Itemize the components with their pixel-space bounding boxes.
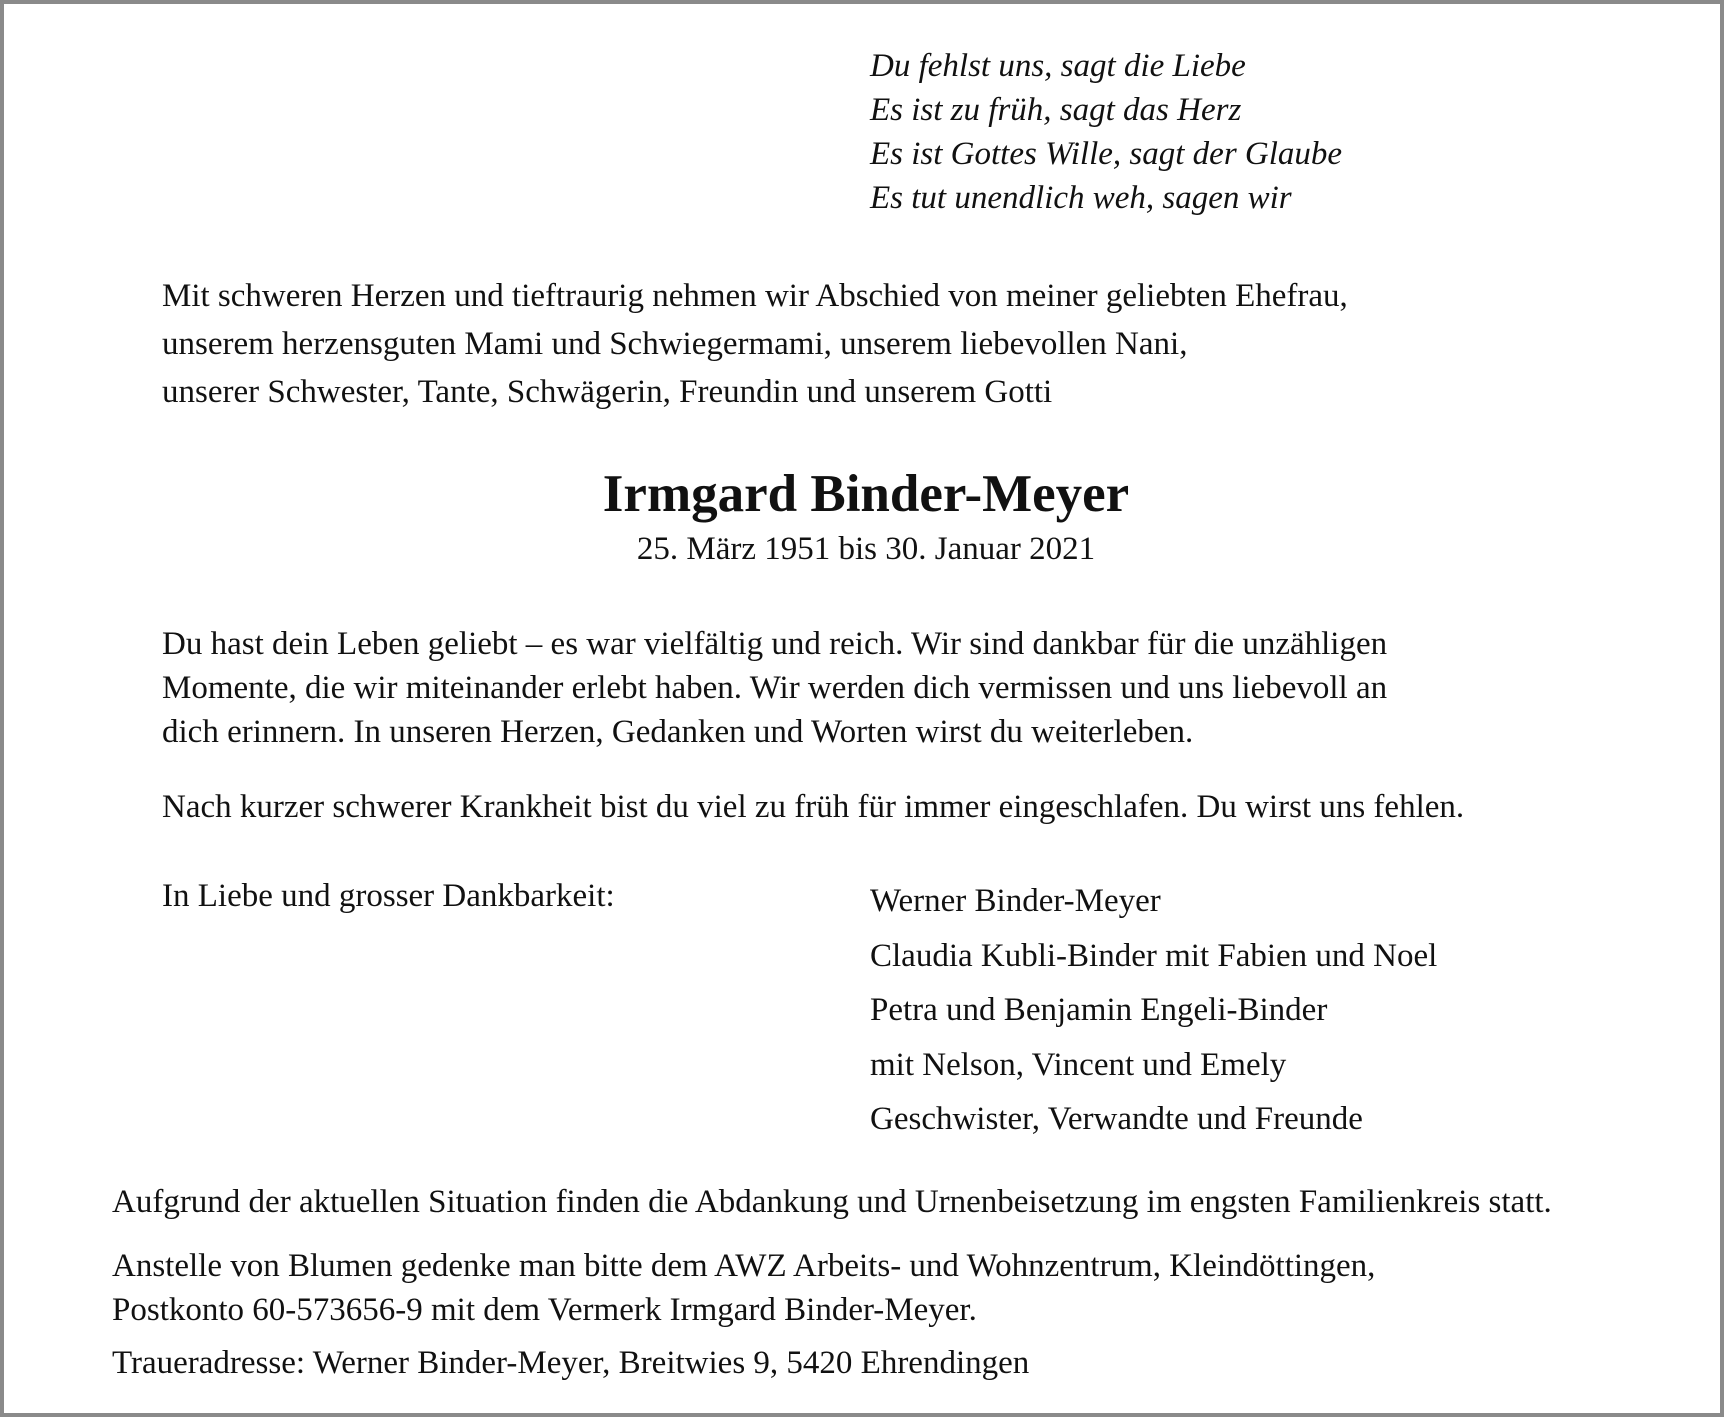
mourner-line: Petra und Benjamin Engeli-Binder (870, 992, 1328, 1028)
tribute-line: Du hast dein Leben geliebt – es war vielfältig und reich. Wir sind dankbar für die unzähligen (162, 626, 1388, 662)
donation-line: Anstelle von Blumen gedenke man bitte dem AWZ Arbeits- und Wohnzentrum, Kleindöttingen, (112, 1248, 1376, 1284)
poem-line: Es ist zu früh, sagt das Herz (870, 92, 1242, 128)
tribute-line: Momente, die wir miteinander erlebt haben. Wir werden dich vermissen und uns liebevoll an (162, 670, 1388, 706)
ceremony-line: Aufgrund der aktuellen Situation finden die Abdankung und Urnenbeisetzung im engsten Familienkreis statt. (112, 1184, 1552, 1220)
illness-sentence (162, 785, 1464, 829)
intro-line: unserem herzensguten Mami und Schwiegermami, unserem liebevollen Nani, (162, 326, 1188, 362)
mourner-line: Geschwister, Verwandte und Freunde (870, 1101, 1363, 1137)
intro-line: Mit schweren Herzen und tieftraurig nehmen wir Abschied von meiner geliebten Ehefrau, (162, 278, 1348, 314)
mourners-list (870, 874, 1437, 1147)
poem-line: Es tut unendlich weh, sagen wir (870, 180, 1292, 216)
closing-line: In Liebe und grosser Dankbarkeit: (162, 878, 615, 914)
poem-line: Es ist Gottes Wille, sagt der Glaube (870, 136, 1343, 172)
intro-paragraph (162, 272, 1348, 416)
mourner-line: mit Nelson, Vincent und Emely (870, 1046, 1287, 1083)
donation-line: Postkonto 60-573656-9 mit dem Vermerk Irmgard Binder-Meyer. (112, 1292, 977, 1328)
donation-notice (112, 1244, 1375, 1332)
address-line: Traueradresse: Werner Binder-Meyer, Breitwies 9, 5420 Ehrendingen (112, 1345, 1030, 1381)
mourner-line: Werner Binder-Meyer (870, 883, 1161, 919)
illness-line: Nach kurzer schwerer Krankheit bist du viel zu früh für immer eingeschlafen. Du wirst uns fehlen. (162, 789, 1465, 825)
tribute-line: dich erinnern. In unseren Herzen, Gedanken und Worten wirst du weiterleben. (162, 714, 1194, 750)
mourning-address (112, 1341, 1029, 1385)
deceased-name: Irmgard Binder-Meyer (602, 465, 1130, 523)
poem-line: Du fehlst uns, sagt die Liebe (870, 48, 1246, 84)
poem (870, 44, 1342, 220)
intro-line: unserer Schwester, Tante, Schwägerin, Freundin und unserem Gotti (162, 374, 1053, 410)
life-dates: 25. März 1951 bis 30. Januar 2021 (636, 531, 1096, 567)
tribute-paragraph (162, 622, 1387, 754)
ceremony-notice (112, 1180, 1552, 1224)
mourner-line: Claudia Kubli-Binder mit Fabien und Noel (870, 937, 1438, 974)
closing-phrase (162, 874, 615, 918)
